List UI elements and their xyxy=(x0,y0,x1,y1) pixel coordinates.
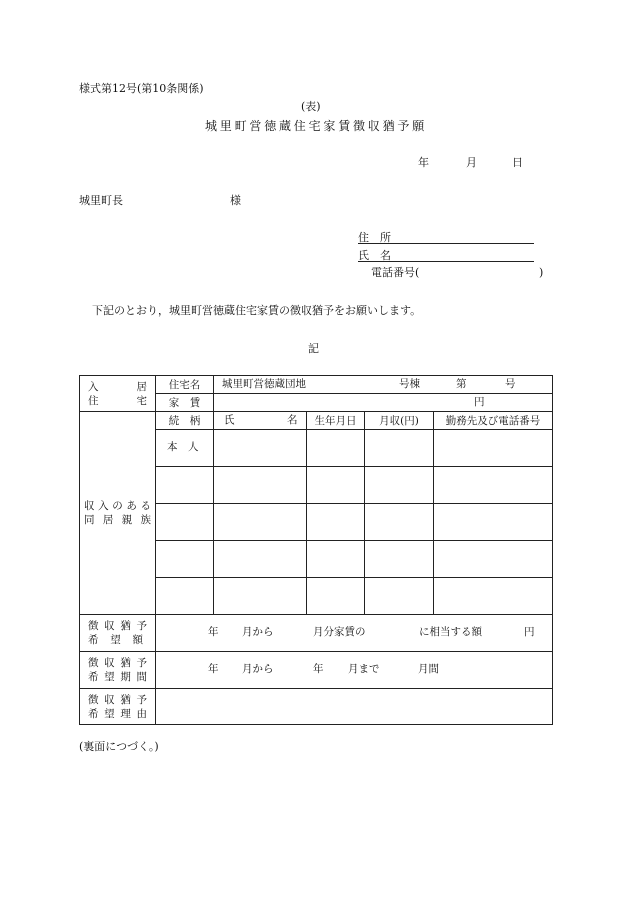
relationship-input[interactable] xyxy=(156,504,214,541)
relationship-input[interactable] xyxy=(156,541,214,578)
family-label-2: 同 居 親 族 xyxy=(84,514,151,526)
col-relationship: 続 柄 xyxy=(156,412,214,430)
addressee-honorific: 様 xyxy=(230,194,241,207)
reason-label-1: 徴 収 猶 予 xyxy=(88,693,147,706)
family-header-row xyxy=(80,412,553,430)
relationship-self[interactable] xyxy=(156,430,214,467)
date-day: 日 xyxy=(512,156,523,169)
addressee-name: 城里町長 xyxy=(79,194,123,207)
amount-equivalent: に相当する額 xyxy=(419,626,482,638)
birthdate-input[interactable] xyxy=(307,541,365,578)
amount-label-2: 希 望 額 xyxy=(88,634,143,646)
date-year: 年 xyxy=(418,156,429,169)
employer-input[interactable] xyxy=(434,578,553,615)
form-number: 様式第12号(第10条関係) xyxy=(79,82,204,95)
applicant-name-label: 氏 名 xyxy=(358,249,391,262)
income-input[interactable] xyxy=(365,504,434,541)
period-year-to: 年 xyxy=(313,663,324,675)
reason-input[interactable] xyxy=(156,689,553,725)
relationship-input[interactable] xyxy=(156,467,214,504)
applicant-phone-close: ) xyxy=(539,266,544,279)
rent-cell[interactable] xyxy=(214,394,553,412)
amount-cell[interactable] xyxy=(156,615,553,652)
col-name-given: 名 xyxy=(287,414,298,426)
deferral-form-table xyxy=(79,375,553,725)
self-label: 本 人 xyxy=(167,441,199,453)
applicant-phone-label: 電話番号( xyxy=(371,266,420,279)
birthdate-input[interactable] xyxy=(307,504,365,541)
period-month-from: 月から xyxy=(242,663,274,675)
income-input[interactable] xyxy=(365,541,434,578)
period-cell[interactable] xyxy=(156,652,553,689)
employer-input[interactable] xyxy=(434,504,553,541)
applicant-name-line[interactable] xyxy=(358,261,534,262)
col-birthdate: 生年月日 xyxy=(307,412,365,430)
birthdate-input[interactable] xyxy=(307,578,365,615)
income-input[interactable] xyxy=(365,430,434,467)
family-label-1: 収入のある xyxy=(84,500,151,512)
name-input[interactable] xyxy=(214,541,307,578)
name-input[interactable] xyxy=(214,467,307,504)
reason-row xyxy=(80,689,553,725)
period-label-1: 徴 収 猶 予 xyxy=(88,657,147,669)
birthdate-input[interactable] xyxy=(307,467,365,504)
amount-row xyxy=(80,615,553,652)
residence-label-1: 入 居 xyxy=(88,380,147,393)
amount-year: 年 xyxy=(208,626,219,638)
amount-month-from: 月から xyxy=(242,626,274,638)
period-label-2: 希 望 期 間 xyxy=(88,671,147,683)
amount-label-cell xyxy=(80,615,156,652)
amount-yen: 円 xyxy=(524,626,535,638)
rent-label: 家 賃 xyxy=(156,394,214,412)
period-row xyxy=(80,652,553,689)
income-input[interactable] xyxy=(365,578,434,615)
form-title: 城里町営徳蔵住宅家賃徴収猶予願 xyxy=(205,119,428,133)
side-indicator: (表) xyxy=(301,100,321,113)
col-income: 月収(円) xyxy=(365,412,434,430)
amount-rent-month: 月分家賃の xyxy=(313,626,366,638)
date-month: 月 xyxy=(466,156,477,169)
income-input[interactable] xyxy=(365,467,434,504)
period-month-to: 月まで xyxy=(348,663,380,675)
employer-input[interactable] xyxy=(434,430,553,467)
rent-unit: 円 xyxy=(474,396,485,408)
residence-label-2: 住 宅 xyxy=(88,394,147,407)
footer-note: (裏面につづく。) xyxy=(79,740,159,753)
housing-name-value: 城里町営徳蔵団地 xyxy=(222,378,306,390)
housing-row xyxy=(80,376,553,394)
ki-heading: 記 xyxy=(308,342,319,355)
amount-label-1: 徴 収 猶 予 xyxy=(88,620,147,632)
period-months: 月間 xyxy=(418,663,439,675)
applicant-address-line[interactable] xyxy=(358,243,534,244)
housing-name-label: 住宅名 xyxy=(156,376,214,394)
name-input[interactable] xyxy=(214,504,307,541)
room-prefix: 第 xyxy=(456,378,467,390)
birthdate-input[interactable] xyxy=(307,430,365,467)
housing-name-cell[interactable] xyxy=(214,376,553,394)
relationship-input[interactable] xyxy=(156,578,214,615)
family-label-cell xyxy=(80,412,156,615)
applicant-address-label: 住 所 xyxy=(358,231,391,244)
reason-label-2: 希 望 理 由 xyxy=(88,707,147,720)
period-label-cell xyxy=(80,652,156,689)
employer-input[interactable] xyxy=(434,467,553,504)
body-text: 下記のとおり，城里町営徳蔵住宅家賃の徴収猶予をお願いします。 xyxy=(92,304,422,317)
col-employer: 勤務先及び電話番号 xyxy=(434,412,553,430)
reason-label-cell xyxy=(80,689,156,725)
building-unit: 号棟 xyxy=(399,378,420,390)
residence-label-cell xyxy=(80,376,156,412)
col-name xyxy=(214,412,307,430)
room-unit: 号 xyxy=(505,378,516,390)
name-input[interactable] xyxy=(214,578,307,615)
employer-input[interactable] xyxy=(434,541,553,578)
name-input[interactable] xyxy=(214,430,307,467)
period-year-from: 年 xyxy=(208,663,219,675)
col-name-family: 氏 xyxy=(224,414,235,426)
